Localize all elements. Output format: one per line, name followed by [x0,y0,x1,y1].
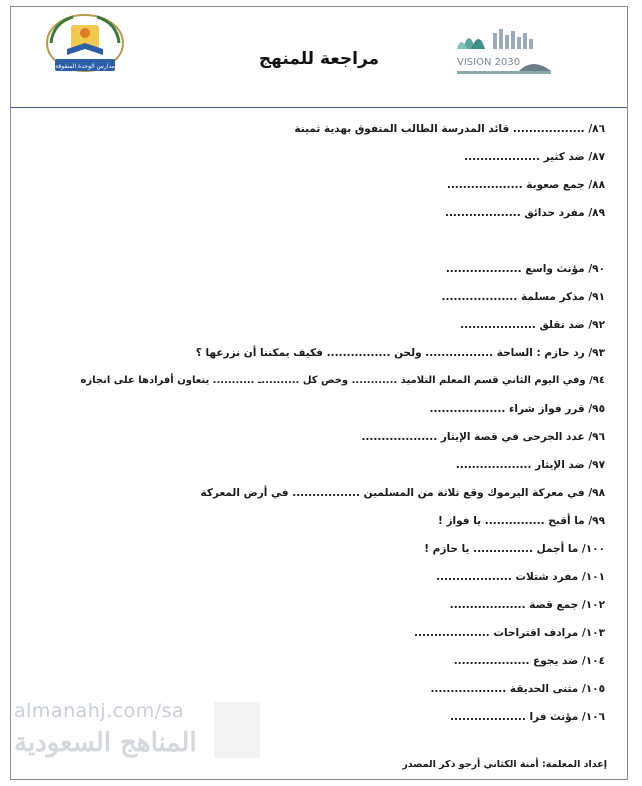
question-104: ١٠٤/ ضد يجوع ................... [453,655,605,667]
question-87: ٨٧/ ضد كثير ................... [464,151,605,163]
watermark-url: almanahj.com/sa [14,700,185,722]
question-86: ٨٦/ .................. قائد المدرسة الطالب المتفوق بهدية ثمينة [294,123,605,135]
question-89: ٨٩/ مفرد حدائق ................... [444,207,605,219]
question-106: ١٠٦/ مؤنث فرا ................... [450,711,605,723]
question-90: ٩٠/ مؤنث واسع ................... [445,263,605,275]
question-101: ١٠١/ مفرد شتلات ................... [436,571,605,583]
worksheet-page [10,6,628,780]
logo-left-caption: مدارس الوحدة المتفوقة [55,63,115,70]
question-102: ١٠٢/ جمع قصة ................... [449,599,605,611]
logo-right-caption: VISION 2030 [457,57,521,68]
question-95: ٩٥/ قرر فواز شراء ................... [429,403,605,415]
question-105: ١٠٥/ مثنى الحديقة ................... [430,683,605,695]
question-88: ٨٨/ جمع صعوبة ................... [446,179,605,191]
page-title: مراجعة للمنهج [258,49,380,69]
question-103: ١٠٣/ مرادف اقتراحات ................... [414,627,605,639]
question-100: ١٠٠/ ما أجمل ............... يا حازم ! [424,543,605,555]
question-99: ٩٩/ ما أقبح ............... يا فواز ! [438,515,605,527]
question-97: ٩٧/ ضد الإيثار ................... [455,459,605,471]
question-92: ٩٢/ ضد تقلق ................... [460,319,605,331]
question-94: ٩٤/ وفي اليوم الثاني قسم المعلم التلاميذ ............ وخص كل ..........ـ ........... يتعاون أفرادها على انجازه [80,375,605,386]
question-91: ٩١/ مذكر مسلمة ................... [441,291,605,303]
question-93: ٩٣/ رد حازم : الساحة ................. ولحن ................ فكيف يمكننا أن نزرعها ؟ [195,347,605,359]
questions-list [11,7,627,779]
question-96: ٩٦/ عدد الجرحى في قصة الإيثار ................... [361,431,605,443]
watermark-name: المناهج السعودية [14,728,197,758]
question-98: ٩٨/ في معركة اليرموك وقع ثلاثة من المسلمين ................. في أرض المعركة [200,487,605,499]
prepared-by-footer: إعداد المعلمة: أمنة الكثاني أرجو ذكر المصدر [402,759,607,770]
